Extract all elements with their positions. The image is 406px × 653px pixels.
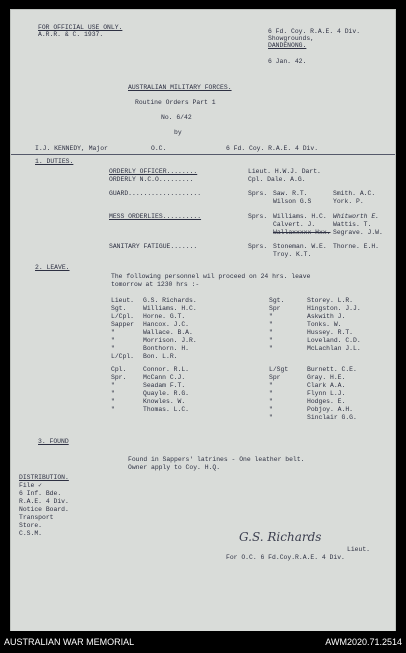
archive-reference: AWM2020.71.2514 bbox=[325, 637, 402, 647]
leave-name: Bonthorn. H. bbox=[143, 345, 190, 352]
leave-name: G.S. Richards. bbox=[143, 297, 197, 304]
distribution-item: 6 Inf. Bde. bbox=[19, 490, 62, 497]
leave-intro-1: The following personnel wil proceed on 24 hrs. leave bbox=[111, 273, 311, 280]
leave-name: McCann C.J. bbox=[143, 374, 186, 381]
leave-rank: L/Cpl. bbox=[111, 313, 135, 320]
leave-name: Knowles. W. bbox=[143, 398, 186, 405]
leave-name: Horne. G.T. bbox=[143, 313, 186, 320]
leave-name: Wallace. B.A. bbox=[143, 329, 193, 336]
document-page bbox=[10, 9, 396, 633]
orderly-nco: Cpl. Dale. A.G. bbox=[248, 176, 306, 183]
leave-rank: L/Sgt bbox=[269, 366, 289, 373]
orderly-officer: Lieut. H.W.J. Dart. bbox=[248, 168, 321, 175]
mess-name: Whitworth E. bbox=[333, 213, 380, 220]
leave-name: Storey. L.R. bbox=[307, 297, 354, 304]
leave-rank: Spr bbox=[269, 374, 281, 381]
archive-name: AUSTRALIAN WAR MEMORIAL bbox=[4, 637, 135, 647]
leave-name: Askwith J. bbox=[307, 313, 346, 320]
leave-rank: Cpl. bbox=[111, 366, 127, 373]
signature-for-line: For O.C. 6 Fd.Coy.R.A.E. 4 Div. bbox=[226, 554, 345, 561]
leave-name: Thomas. L.C. bbox=[143, 406, 190, 413]
leave-name: Sinclair G.G. bbox=[307, 414, 357, 421]
distribution-item: Transport bbox=[19, 514, 54, 521]
mess-name-struck: Wallaxxxxx Hxx. bbox=[273, 229, 331, 236]
by-label: by bbox=[174, 129, 182, 136]
orders-title: Routine Orders Part 1 bbox=[135, 99, 216, 106]
leave-rank: " bbox=[111, 345, 115, 352]
leave-rank: " bbox=[269, 398, 273, 405]
leave-name: Loveland. C.D. bbox=[307, 337, 361, 344]
leave-rank: " bbox=[111, 406, 115, 413]
leave-rank: " bbox=[269, 321, 273, 328]
found-line-1: Found in Sappers' latrines - One leather belt. bbox=[128, 456, 305, 463]
leave-name: Bon. L.R. bbox=[143, 353, 178, 360]
mess-name: Williams. H.C. bbox=[273, 213, 327, 220]
distribution-item: Notice Board. bbox=[19, 506, 69, 513]
leave-rank: Spr bbox=[269, 305, 281, 312]
divider-line bbox=[11, 154, 395, 155]
leave-rank: " bbox=[269, 313, 273, 320]
leave-name: Connor. R.L. bbox=[143, 366, 190, 373]
leave-name: Quayle. R.G. bbox=[143, 390, 190, 397]
leave-rank: Spr. bbox=[111, 374, 127, 381]
found-line-2: Owner apply to Coy. H.Q. bbox=[128, 464, 221, 471]
mess-orderlies-label: MESS ORDERLIES.......... bbox=[109, 213, 202, 220]
sanitary-name: Stoneman. W.E. bbox=[273, 243, 327, 250]
leave-rank: " bbox=[269, 382, 273, 389]
forces-title: AUSTRALIAN MILITARY FORCES. bbox=[128, 84, 232, 91]
mess-name: Segrave. J.W. bbox=[333, 229, 383, 236]
distribution-item: File ✓ bbox=[19, 482, 43, 489]
header-date: 6 Jan. 42. bbox=[268, 58, 307, 65]
sanitary-rank: Sprs. bbox=[248, 243, 268, 250]
leave-name: Seadam F.T. bbox=[143, 382, 186, 389]
guard-name: Smith. A.C. bbox=[333, 190, 376, 197]
leave-rank: " bbox=[111, 382, 115, 389]
leave-name: Tonks. W. bbox=[307, 321, 342, 328]
leave-rank: Sgt. bbox=[269, 297, 285, 304]
leave-rank: Sgt. bbox=[111, 305, 127, 312]
sanitary-name: Troy. K.T. bbox=[273, 251, 312, 258]
leave-name: Hingston. J.J. bbox=[307, 305, 361, 312]
signature-rank: Lieut. bbox=[347, 546, 371, 553]
sanitary-name: Thorne. E.H. bbox=[333, 243, 380, 250]
leave-rank: " bbox=[269, 329, 273, 336]
mess-name: Calvert. J. bbox=[273, 221, 316, 228]
signatory-unit: 6 Fd. Coy. R.A.E. 4 Div. bbox=[226, 145, 319, 152]
leave-rank: " bbox=[111, 337, 115, 344]
handwritten-signature: G.S. Richards bbox=[239, 530, 322, 544]
leave-rank: L/Cpl. bbox=[111, 353, 135, 360]
leave-name: Flynn L.J. bbox=[307, 390, 346, 397]
leave-intro-2: tomorrow at 1230 hrs :- bbox=[111, 281, 200, 288]
duties-heading: 1. DUTIES. bbox=[35, 158, 74, 165]
leave-rank: " bbox=[111, 329, 115, 336]
leave-name: Morrison. J.R. bbox=[143, 337, 197, 344]
leave-rank: " bbox=[269, 337, 273, 344]
leave-rank: " bbox=[111, 398, 115, 405]
distribution-heading: DISTRIBUTION. bbox=[19, 474, 69, 481]
leave-name: Burnett. C.E. bbox=[307, 366, 357, 373]
distribution-item: R.A.E. 4 Div. bbox=[19, 498, 69, 505]
leave-rank: Lieut. bbox=[111, 297, 135, 304]
leave-heading: 2. LEAVE. bbox=[35, 264, 70, 271]
leave-rank: Sapper bbox=[111, 321, 135, 328]
leave-name: Hussey. R.T. bbox=[307, 329, 354, 336]
leave-name: Clark A.A. bbox=[307, 382, 346, 389]
leave-rank: " bbox=[269, 406, 273, 413]
archive-footer bbox=[0, 631, 406, 653]
leave-name: Gray. H.E. bbox=[307, 374, 346, 381]
guard-rank: Sprs. bbox=[248, 190, 268, 197]
leave-rank: " bbox=[269, 390, 273, 397]
header-unit: 6 Fd. Coy. R.A.E. 4 Div. bbox=[268, 28, 361, 35]
guard-label: GUARD................... bbox=[109, 190, 202, 197]
header-location-1: Showgrounds, bbox=[268, 35, 315, 42]
leave-rank: " bbox=[111, 390, 115, 397]
sanitary-fatigue-label: SANITARY FATIGUE....... bbox=[109, 243, 198, 250]
regs-label: A.R.R. & C. 1937. bbox=[38, 31, 104, 38]
signatory-rank: O.C. bbox=[151, 145, 167, 152]
order-number: No. 6/42 bbox=[161, 114, 192, 121]
distribution-item: Store. bbox=[19, 522, 43, 529]
guard-name: Wilson G.S bbox=[273, 198, 312, 205]
guard-name: Saw. R.T. bbox=[273, 190, 308, 197]
distribution-item: C.S.M. bbox=[19, 530, 43, 537]
orderly-officer-label: ORDERLY OFFICER........ bbox=[109, 168, 198, 175]
header-location-2: DANDENONG. bbox=[268, 42, 307, 49]
leave-name: McLachlan J.L. bbox=[307, 345, 361, 352]
found-heading: 3. FOUND bbox=[38, 438, 69, 445]
orderly-nco-label: ORDERLY N.C.O......... bbox=[109, 176, 194, 183]
guard-name: York. P. bbox=[333, 198, 364, 205]
mess-rank: Sprs. bbox=[248, 213, 268, 220]
leave-name: Williams. H.C. bbox=[143, 305, 197, 312]
leave-name: Hodges. E. bbox=[307, 398, 346, 405]
leave-name: Pobjoy. A.H. bbox=[307, 406, 354, 413]
leave-rank: " bbox=[269, 345, 273, 352]
leave-name: Hancox. J.C. bbox=[143, 321, 190, 328]
signatory: I.J. KENNEDY, Major bbox=[35, 145, 108, 152]
mess-name: Wattis. T. bbox=[333, 221, 372, 228]
leave-rank: " bbox=[269, 414, 273, 421]
official-use-label: FOR OFFICIAL USE ONLY. bbox=[38, 24, 123, 31]
